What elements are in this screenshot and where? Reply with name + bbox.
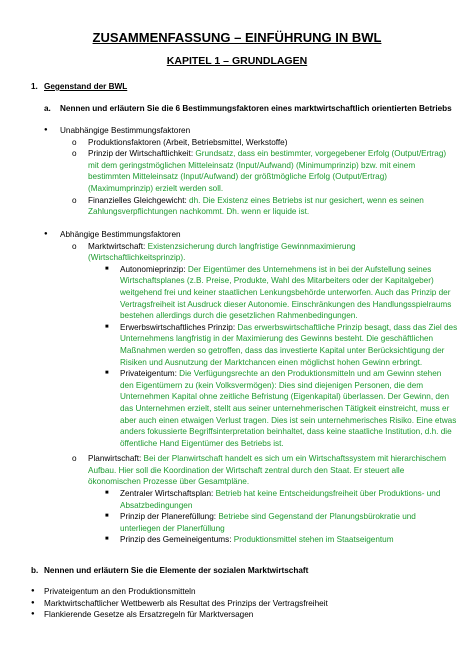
item-body [88, 195, 470, 218]
item-label: Privateigentum: [120, 369, 177, 379]
item-first-line [88, 241, 470, 253]
bullet-square-icon: ■ [105, 370, 109, 377]
item-label: Erwerbswirtschaftliches Prinzip: [120, 322, 236, 332]
item-label: Produktionsfaktoren (Arbeit, Betriebsmittel, Werkstoffe) [88, 137, 288, 147]
item-description: Zahlungsverpflichtungen nachkommt. Dh. wenn er liquide ist. [88, 207, 310, 217]
bullet-disc-icon: ● [31, 599, 35, 606]
list-item [60, 148, 470, 194]
item-description: unterliegen der Planerfüllung [120, 523, 225, 533]
bullet-disc-icon: ● [44, 127, 48, 133]
item-body [44, 586, 461, 598]
item-description: Bei der Planwirtschaft handelt es sich um ein Wirtschaftssystem mit hierarchischem [143, 454, 447, 464]
item-label: Flankierende Gesetze als Ersatzregeln für Marktversagen [44, 610, 254, 620]
item-description: Existenzsicherung durch langfristige Gewinnmaximierung [147, 241, 356, 251]
item-label: Zentraler Wirtschaftsplan: [120, 489, 214, 499]
item-body [120, 511, 470, 534]
bullet-square-icon: ■ [105, 513, 109, 520]
item-label: Marktwirtschaft: [88, 241, 146, 251]
item-body [120, 322, 470, 368]
item-body [88, 241, 470, 264]
item-description: weitgehend frei und keiner staatlichen Lenkungsbehörde unterworfen. Auch das Prinzip der [120, 287, 451, 297]
item-first-line [88, 148, 470, 160]
item-body [44, 598, 461, 610]
list-item [60, 322, 470, 368]
item-description: Der Eigentümer des Unternehmens ist in bei der Aufstellung seines [187, 264, 432, 274]
bullet-disc-icon: ● [31, 611, 35, 618]
item-description: aber auch einen etwaigen Verlust tragen. Dies ist sein unternehmerisches Risiko. Eine etwas [120, 415, 457, 425]
item-first-line [44, 586, 461, 598]
list-item [60, 137, 470, 149]
item-body [120, 488, 470, 511]
bullet-circle-icon: o [72, 195, 77, 205]
question-text: Nennen und erläutern Sie die Elemente der sozialen Marktwirtschaft [44, 566, 309, 575]
item-description: den Eigentümern zu (kein Volksvermögen): Dies sind diejenigen Personen, die dem [120, 380, 424, 390]
list-item [60, 241, 470, 264]
item-body [44, 609, 461, 621]
list-item [31, 586, 461, 598]
item-description: Unternehmens langfristig in der Maximierung des Gewinns besteht. Die geschäftlichen [120, 334, 434, 344]
list-heading: Abhängige Bestimmungsfaktoren [60, 230, 181, 239]
item-description: Risiken und Ausnutzung der Marktchancen einen möglichst hohen Gewinn erbringt. [120, 357, 423, 367]
item-description: Vertragsfreiheit ist Ausdruck dieser Autonomie. Einschränkungen des Handlungsspielraums [120, 299, 452, 309]
item-description: bestehen allerdings durch die gesetzlichen Rahmenbedingungen. [120, 311, 358, 321]
bullet-square-icon: ■ [105, 490, 109, 497]
item-description: Produktionsmittel stehen im Staatseigentum [233, 535, 394, 545]
item-label: Privateigentum an den Produktionsmitteln [44, 587, 196, 596]
item-first-line [120, 322, 470, 334]
bullet-square-icon: ■ [105, 323, 109, 330]
item-label: Planwirtschaft: [88, 454, 142, 464]
item-description: Aufbau. Hier soll die Koordination der Wirtschaft zentral durch den Staat. Er steuert alle [88, 465, 405, 475]
item-description: das Unternehmen erzielt, stellt aus seiner unternehmerischen Tätigkeit einstreicht, muss er [120, 403, 450, 413]
item-description: Das erwerbswirtschaftliche Prinzip besagt, dass das Ziel des [237, 322, 458, 332]
item-first-line [88, 137, 470, 149]
item-label: Autonomieprinzip: [120, 264, 186, 274]
item-description: (Maximumprinzip) erzielt werden soll. [88, 183, 224, 193]
list-item [60, 453, 470, 488]
item-body [88, 137, 470, 149]
item-description: anders fokussierte Begriffsinterpretation beinhaltet, dass keine staatliche Institution, d.h. die [120, 427, 452, 437]
list-item [31, 598, 461, 610]
item-description: Wirtschaftsplanes (z.B. Preise, Produkte, Wahl des Mitarbeiters oder der Kapitalgeber) [120, 276, 434, 286]
item-first-line [88, 453, 470, 465]
item-description: Grundsatz, dass ein bestimmter, vorgegebener Erfolg (Output/Ertrag) [195, 149, 447, 159]
item-description: ökonomischen Prozesse über Gesamtpläne. [88, 477, 250, 487]
item-first-line [120, 534, 470, 546]
item-body [88, 453, 470, 488]
bullet-circle-icon: o [72, 149, 77, 159]
bullet-disc-icon: ● [44, 231, 48, 237]
item-first-line [44, 598, 461, 610]
item-label: Prinzip der Planerefüllung: [120, 512, 217, 522]
bullet-circle-icon: o [72, 137, 77, 147]
item-label: Marktwirtschaftlicher Wettbewerb als Resultat des Prinzips der Vertragsfreiheit [44, 598, 328, 608]
abhaengige-list [60, 241, 470, 546]
item-description: Die Verfügungsrechte an den Produktionsmitteln und am Gewinn stehen [179, 369, 442, 379]
item-first-line [120, 511, 470, 523]
item-description: mit dem geringstmöglichen Mitteleinsatz (Input/Aufwand) (Minimumprinzip) bzw. mit einem [88, 160, 416, 170]
bullet-circle-icon: o [72, 241, 77, 251]
document-title: ZUSAMMENFASSUNG – EINFÜHRUNG IN BWL [92, 30, 382, 45]
qb-list [31, 586, 461, 621]
question-letter: a. [44, 104, 51, 113]
question-letter: b. [31, 566, 39, 575]
question-text: Nennen und erläutern Sie die 6 Bestimmungsfaktoren eines marktwirtschaftlich orientierten Betriebs [60, 104, 452, 113]
item-description: Betriebe sind Gegenstand der Planungsbürokratie und [218, 512, 416, 522]
item-first-line [120, 368, 470, 380]
item-description: Betrieb hat keine Entscheidungsfreiheit über Produktions- und [215, 489, 441, 499]
unabhaengige-list [60, 137, 470, 218]
section-number: 1. [31, 82, 38, 91]
list-item [60, 511, 470, 534]
item-body [88, 148, 470, 194]
list-item [60, 488, 470, 511]
item-label: Prinzip der Wirtschaftlichkeit: [88, 149, 194, 159]
item-label: Finanzielles Gleichgewicht: [88, 195, 187, 205]
item-description: öffentliche Hand Eigentümer des Betriebs ist. [120, 438, 284, 448]
bullet-circle-icon: o [72, 454, 77, 464]
item-description: dh. Die Existenz eines Betriebs ist nur gesichert, wenn es seinen [189, 195, 424, 205]
section-heading: Gegenstand der BWL [44, 82, 128, 91]
bullet-square-icon: ■ [105, 536, 109, 543]
bullet-square-icon: ■ [105, 265, 109, 272]
item-body [120, 264, 470, 322]
item-first-line [88, 195, 470, 207]
list-item [60, 368, 470, 449]
item-description: Absatzbedingungen [120, 500, 193, 510]
item-first-line [120, 488, 470, 500]
item-body [120, 368, 470, 449]
item-body [120, 534, 470, 546]
chapter-heading: KAPITEL 1 – GRUNDLAGEN [166, 55, 308, 67]
item-description: bestimmten Mitteleinsatz (Input/Aufwand) der größtmögliche Erfolg (Output/Ertrag) [88, 172, 387, 182]
bullet-disc-icon: ● [31, 588, 35, 594]
list-heading: Unabhängige Bestimmungsfaktoren [60, 126, 191, 135]
item-description: (Wirtschaftlichkeitsprinzip). [88, 253, 186, 263]
item-description: Unternehmen Kapital ohne zeitliche Befristung (Eigenkapital) überlassen. Der Gewinn, den [120, 392, 450, 402]
item-first-line [120, 264, 470, 276]
item-description: Maßnahmen werden so getroffen, dass das investierte Kapital unter Berücksichtigung der [120, 345, 445, 355]
list-item [60, 195, 470, 218]
item-label: Prinzip des Gemeineigentums: [120, 535, 232, 545]
list-item [60, 534, 470, 546]
list-item [60, 264, 470, 322]
item-first-line [44, 609, 461, 621]
list-item [31, 609, 461, 621]
